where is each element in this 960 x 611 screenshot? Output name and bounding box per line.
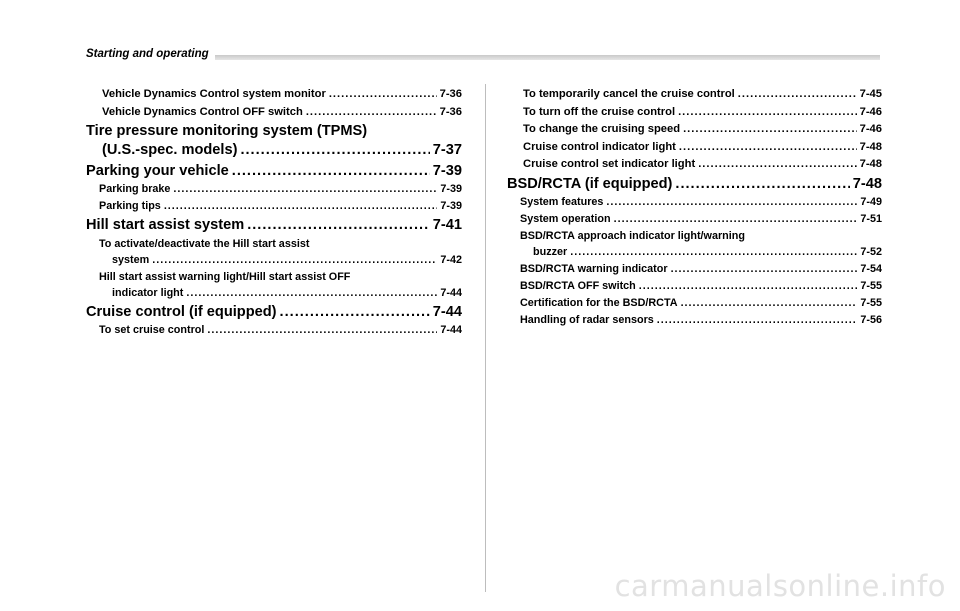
toc-entry-title: System operation [520, 213, 611, 225]
toc-entry-parking-tips[interactable] [86, 200, 462, 217]
toc-entry-cruise-indicator[interactable] [507, 141, 882, 159]
toc-page-number: 7-36 [439, 105, 462, 118]
dot-leader [152, 254, 437, 266]
toc-entry-continuation [86, 142, 462, 163]
toc-entry-title: Cruise control indicator light [523, 140, 676, 153]
toc-entry-continuation [86, 287, 462, 304]
toc-page-number: 7-55 [860, 280, 882, 292]
dot-leader [280, 304, 430, 320]
toc-entry-off-switch[interactable] [507, 280, 882, 297]
toc-entry-title-line1: To activate/deactivate the Hill start assist [99, 237, 310, 250]
toc-entry-title: Parking tips [99, 200, 161, 212]
dot-leader [207, 324, 437, 336]
toc-page-number: 7-42 [440, 253, 462, 266]
toc-entry-title-line1: Tire pressure monitoring system (TPMS) [86, 123, 368, 139]
dot-leader [173, 183, 437, 195]
toc-entry-title: Handling of radar sensors [520, 314, 654, 326]
toc-page-number: 7-41 [432, 217, 462, 233]
toc-left-column [86, 88, 462, 341]
toc-entry-continuation [507, 246, 882, 263]
section-title: Starting and operating [86, 48, 215, 60]
toc-entry-turn-off-cruise[interactable] [507, 106, 882, 124]
toc-entry-title-line2: indicator light [112, 286, 184, 299]
dot-leader [606, 196, 857, 208]
toc-page-number: 7-45 [859, 88, 882, 100]
toc-entry-title: Parking your vehicle [86, 162, 229, 179]
dot-leader [247, 217, 430, 233]
toc-entry-title-line1: Hill start assist warning light/Hill start assist OFF [99, 270, 351, 283]
toc-entry-title: To change the cruising speed [523, 123, 681, 135]
toc-entry-vdc-off-switch[interactable] [86, 106, 462, 124]
toc-entry-change-speed[interactable] [507, 123, 882, 141]
toc-page-number: 7-46 [859, 123, 882, 135]
toc-entry-title-line2: system [112, 253, 150, 266]
dot-leader [679, 141, 857, 153]
toc-entry-title: System features [520, 196, 604, 208]
toc-entry-title-line2: buzzer [533, 246, 568, 258]
toc-entry-radar-sensors[interactable] [507, 314, 882, 331]
dot-leader [186, 287, 437, 299]
toc-entry-bsd-rcta[interactable] [507, 176, 882, 197]
toc-entry-tpms[interactable] [86, 123, 462, 163]
toc-entry-hill-activate[interactable] [86, 238, 462, 271]
toc-entry-title: BSD/RCTA (if equipped) [507, 175, 673, 192]
dot-leader [675, 176, 849, 192]
toc-entry-cruise-control[interactable] [86, 304, 462, 325]
toc-entry-hill-warning[interactable] [86, 271, 462, 304]
toc-entry-title: To turn off the cruise control [523, 105, 676, 118]
toc-entry-title: Cruise control set indicator light [523, 158, 696, 170]
toc-page-number: 7-39 [440, 183, 462, 195]
toc-entry-parking-brake[interactable] [86, 183, 462, 200]
dot-leader [683, 123, 857, 135]
toc-entry-system-features[interactable] [507, 196, 882, 213]
dot-leader [164, 200, 438, 212]
toc-entry-hill-start[interactable] [86, 217, 462, 238]
dot-leader [614, 213, 858, 225]
toc-page-number: 7-52 [860, 246, 882, 258]
toc-page-number: 7-51 [860, 213, 882, 225]
toc-entry-title: Vehicle Dynamics Control system monitor [102, 88, 326, 100]
dot-leader [671, 263, 858, 275]
toc-page-number: 7-44 [432, 303, 462, 320]
toc-page-number: 7-39 [440, 200, 462, 212]
toc-page-number: 7-37 [432, 142, 462, 158]
toc-page-number: 7-36 [439, 88, 462, 100]
toc-entry-title: Hill start assist system [86, 217, 245, 233]
dot-leader [678, 106, 857, 118]
toc-entry-title-line1: BSD/RCTA approach indicator light/warning [520, 230, 745, 242]
toc-entry-title: BSD/RCTA OFF switch [520, 280, 636, 292]
toc-entry-parking-vehicle[interactable] [86, 163, 462, 184]
toc-page-number: 7-39 [432, 162, 462, 179]
toc-entry-title-line2: (U.S.-spec. models) [102, 142, 238, 158]
toc-entry-title: To set cruise control [99, 324, 205, 336]
toc-entry-certification[interactable] [507, 297, 882, 314]
dot-leader [240, 142, 429, 158]
dot-leader [232, 163, 430, 179]
dot-leader [570, 246, 857, 258]
toc-page-number: 7-46 [859, 105, 882, 118]
toc-entry-warning-indicator[interactable] [507, 263, 882, 280]
toc-entry-cruise-set-indicator[interactable] [507, 158, 882, 176]
toc-page-number: 7-56 [860, 314, 882, 326]
toc-entry-title: To temporarily cancel the cruise control [523, 88, 735, 100]
toc-page-number: 7-44 [440, 324, 462, 336]
toc-entry-system-operation[interactable] [507, 213, 882, 230]
toc-page-number: 7-49 [860, 196, 882, 208]
dot-leader [306, 106, 437, 118]
toc-entry-title: Certification for the BSD/RCTA [520, 297, 678, 309]
toc-page-number: 7-48 [859, 140, 882, 153]
toc-entry-vdc-monitor[interactable] [86, 88, 462, 106]
toc-page-number: 7-44 [440, 286, 462, 299]
dot-leader [657, 314, 858, 326]
toc-page-number: 7-55 [860, 297, 882, 309]
toc-entry-title: Parking brake [99, 183, 171, 195]
toc-entry-set-cruise[interactable] [86, 324, 462, 341]
running-header [86, 48, 880, 66]
toc-entry-approach-light[interactable] [507, 230, 882, 263]
toc-entry-title: Cruise control (if equipped) [86, 303, 277, 320]
dot-leader [738, 88, 857, 100]
toc-page-number: 7-54 [860, 263, 882, 275]
toc-right-column [507, 88, 882, 331]
toc-page-number: 7-48 [859, 158, 882, 170]
toc-entry-title: Vehicle Dynamics Control OFF switch [102, 105, 303, 118]
column-divider [485, 84, 486, 592]
toc-page-number: 7-48 [852, 175, 882, 192]
toc-entry-title: BSD/RCTA warning indicator [520, 263, 668, 275]
watermark-text: carmanualsonline.info [614, 569, 946, 603]
toc-entry-continuation [86, 254, 462, 271]
toc-entry-cancel-cruise[interactable] [507, 88, 882, 106]
dot-leader [639, 280, 858, 292]
dot-leader [681, 297, 858, 309]
dot-leader [698, 158, 856, 170]
dot-leader [329, 88, 437, 100]
